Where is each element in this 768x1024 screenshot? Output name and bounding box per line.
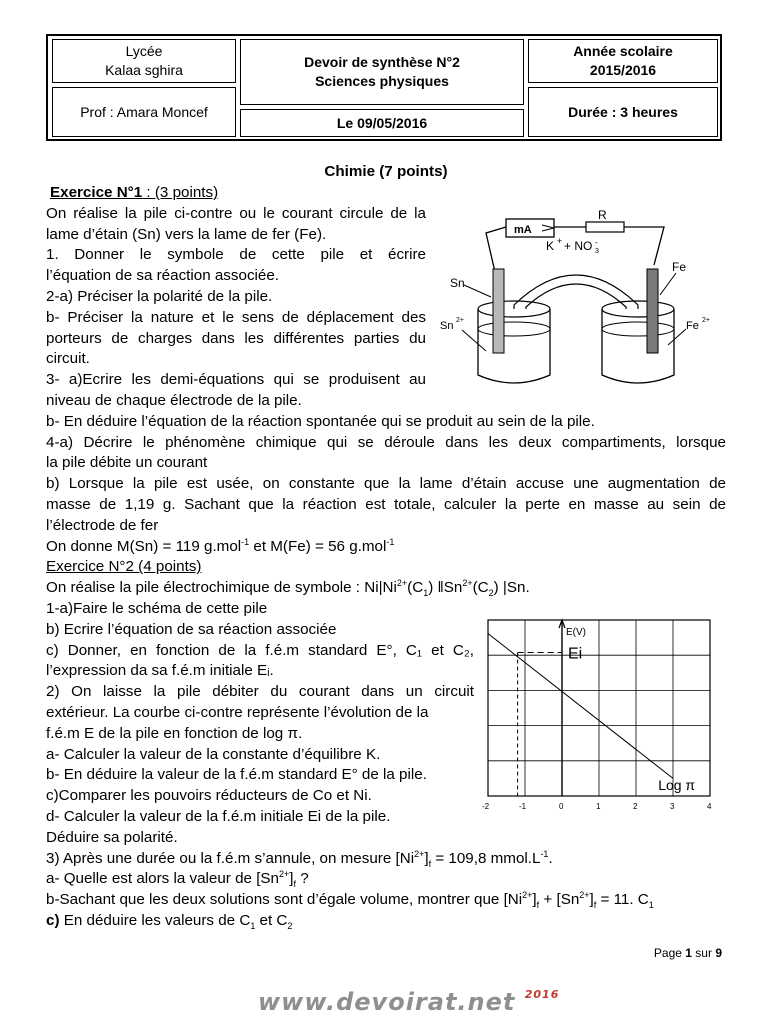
ex2-line-3: l’expression da sa f.é.m initiale Eᵢ. xyxy=(46,662,274,680)
exam-date: Le 09/05/2016 xyxy=(336,114,428,131)
school-line1: Lycée xyxy=(125,43,163,59)
resistor-label: R xyxy=(598,208,607,222)
svg-text:-: - xyxy=(595,238,598,247)
ex1-line-11: 4-a) Décrire le phénomène chimique qui se déroule dans les deux compartiments, lorsque xyxy=(46,433,726,451)
exam-title: Devoir de synthèse N°2 xyxy=(304,54,460,70)
galvanic-cell-figure xyxy=(436,205,726,395)
exam-duration: Durée : 3 heures xyxy=(568,103,678,120)
ex2-line-0: 1-a)Faire le schéma de cette pile xyxy=(46,599,268,617)
ex1-title: Exercice N°1 xyxy=(50,184,143,201)
ex1-line-13: b) Lorsque la pile est usée, on constante que la lame d’étain accuse une augmentation de xyxy=(46,475,726,493)
svg-text:+ NO: + NO xyxy=(564,239,593,253)
page-number: Page 1 sur 9 xyxy=(653,946,722,960)
section-title: Chimie (7 points) xyxy=(324,163,448,180)
ex1-line-4: 2-a) Préciser la polarité de la pile. xyxy=(46,287,273,305)
site-logo: www.devoirat.net $^{2016}$ xyxy=(258,988,560,1016)
label-sn: Sn xyxy=(450,276,465,290)
ex2-line-2: c) Donner, en fonction de la f.é.m standard E°, C₁ et C₂, xyxy=(46,641,474,659)
year-label: Année scolaire xyxy=(573,43,673,59)
ex2-title: Exercice N°2 (4 points) xyxy=(46,558,202,576)
svg-text:K: K xyxy=(546,239,555,253)
x-tick-label: 2 xyxy=(633,802,638,811)
x-tick-label: -2 xyxy=(482,802,490,811)
ex2-line-5: extérieur. La courbe ci-contre représente l’évolution de la xyxy=(46,703,429,721)
ex1-line-3: l’équation de sa réaction associée. xyxy=(46,267,280,285)
ex1-line-12: la pile débite un courant xyxy=(46,454,208,472)
ex2-line-10: d- Calculer la valeur de la f.é.m initiale Ei de la pile. xyxy=(46,807,391,825)
ex2-line-1: b) Ecrire l’équation de sa réaction associée xyxy=(46,620,337,638)
header-table xyxy=(46,34,722,141)
ex2-line-8: b- En déduire la valeur de la f.é.m standard E° de la pile. xyxy=(46,766,427,784)
y-axis-label: E(V) xyxy=(566,627,586,638)
ei-label: Ei xyxy=(568,645,583,663)
svg-text:2+: 2+ xyxy=(702,317,710,324)
ex2-line-6: f.é.m E de la pile en fonction de log π. xyxy=(46,724,303,742)
teacher-name: Prof : Amara Moncef xyxy=(80,103,208,120)
ex2-qb: b-Sachant que les deux solutions sont d’égale volume, montrer que $[Ni^{2+}]_f + [Sn^{2+}]_f = 11$. $C_1$ xyxy=(46,890,654,911)
label-fe-ion: Fe xyxy=(686,320,699,332)
ex1-line-2: 1. Donner le symbole de cette pile et écrire xyxy=(46,246,426,264)
ex1-line-0: On réalise la pile ci-contre ou le courant circule de la xyxy=(46,204,426,222)
year-cell xyxy=(528,39,718,83)
x-tick-label: 3 xyxy=(670,802,675,811)
ex1-line-1: lame d’étain (Sn) vers la lame de fer (Fe). xyxy=(46,225,327,243)
ex1-line-8: 3- a)Ecrire les demi-équations qui se produisent au xyxy=(46,371,426,389)
resistor-box xyxy=(586,222,624,232)
x-tick-label: 4 xyxy=(707,802,712,811)
ex2-qc: c) En déduire les valeurs de $C_1$ et $C_2$ xyxy=(46,911,293,931)
ex2-symbol: On réalise la pile électrochimique de symbole : $Ni|Ni^{2+}(C_1)$ $‖Sn^{2+}(C_2)$ |Sn. xyxy=(46,578,530,599)
left-beaker xyxy=(478,309,550,383)
ex1-line-9: niveau de chaque électrode de la pile. xyxy=(46,391,302,409)
ex2-qa: a- Quelle est alors la valeur de $[Sn^{2+}]_f$ ? xyxy=(46,869,309,890)
school-line2: Kalaa sghira xyxy=(105,62,183,78)
ex1-line-5: b- Préciser la nature et le sens de déplacement des xyxy=(46,308,426,326)
emf-chart xyxy=(480,616,720,826)
date-cell xyxy=(240,109,524,137)
ex2-line-9: c)Comparer les pouvoirs réducteurs de Co et Ni. xyxy=(46,787,372,805)
ex2-q3: 3) Après une durée ou la f.é.m s’annule, on mesure $[Ni^{2+}]_f = 109,8$ $mmol.L^{-1}$. xyxy=(46,848,553,869)
ex1-line-14: masse de 1,19 g. Sachant que la réaction est totale, calculer la perte en masse au sein de xyxy=(46,495,726,513)
ex1-line-10: b- En déduire l’équation de la réaction spontanée qui se produit au sein de la pile. xyxy=(46,412,595,430)
iron-electrode xyxy=(647,269,658,353)
ex1-line-15: l’électrode de fer xyxy=(46,516,159,534)
right-beaker xyxy=(602,309,674,383)
ammeter-label: mA xyxy=(514,224,532,236)
tin-electrode xyxy=(493,269,504,353)
ex2-line-4: 2) On laisse la pile débiter du courant dans un circuit xyxy=(46,683,474,701)
svg-text:+: + xyxy=(557,236,563,246)
x-tick-label: -1 xyxy=(519,802,527,811)
ex1-heading xyxy=(46,183,726,204)
ex1-line-7: circuit. xyxy=(46,350,90,368)
ex1-molar-masses: On donne M(Sn) = 119 g.mol$^{-1}$ et M(Fe) = 56 g.mol$^{-1}$ xyxy=(46,536,395,555)
ex1-line-6: porteurs de charges dans les différentes parties du xyxy=(46,329,426,347)
ex1-points: : (3 points) xyxy=(142,184,219,201)
exam-subject: Sciences physiques xyxy=(315,73,449,89)
school-cell xyxy=(52,39,236,83)
label-sn-ion: Sn xyxy=(440,320,454,332)
exam-cell xyxy=(240,39,524,105)
x-axis-label: Log π xyxy=(658,777,696,793)
duration-cell xyxy=(528,87,718,137)
teacher-cell xyxy=(52,87,236,137)
ex2-line-11: Déduire sa polarité. xyxy=(46,828,178,846)
ex2-line-7: a- Calculer la valeur de la constante d’équilibre K. xyxy=(46,745,381,763)
svg-text:3: 3 xyxy=(595,248,599,255)
year-value: 2015/2016 xyxy=(589,62,657,78)
svg-text:2+: 2+ xyxy=(456,317,464,324)
x-tick-label: 0 xyxy=(559,802,564,811)
x-tick-label: 1 xyxy=(596,802,601,811)
label-fe: Fe xyxy=(672,260,687,274)
